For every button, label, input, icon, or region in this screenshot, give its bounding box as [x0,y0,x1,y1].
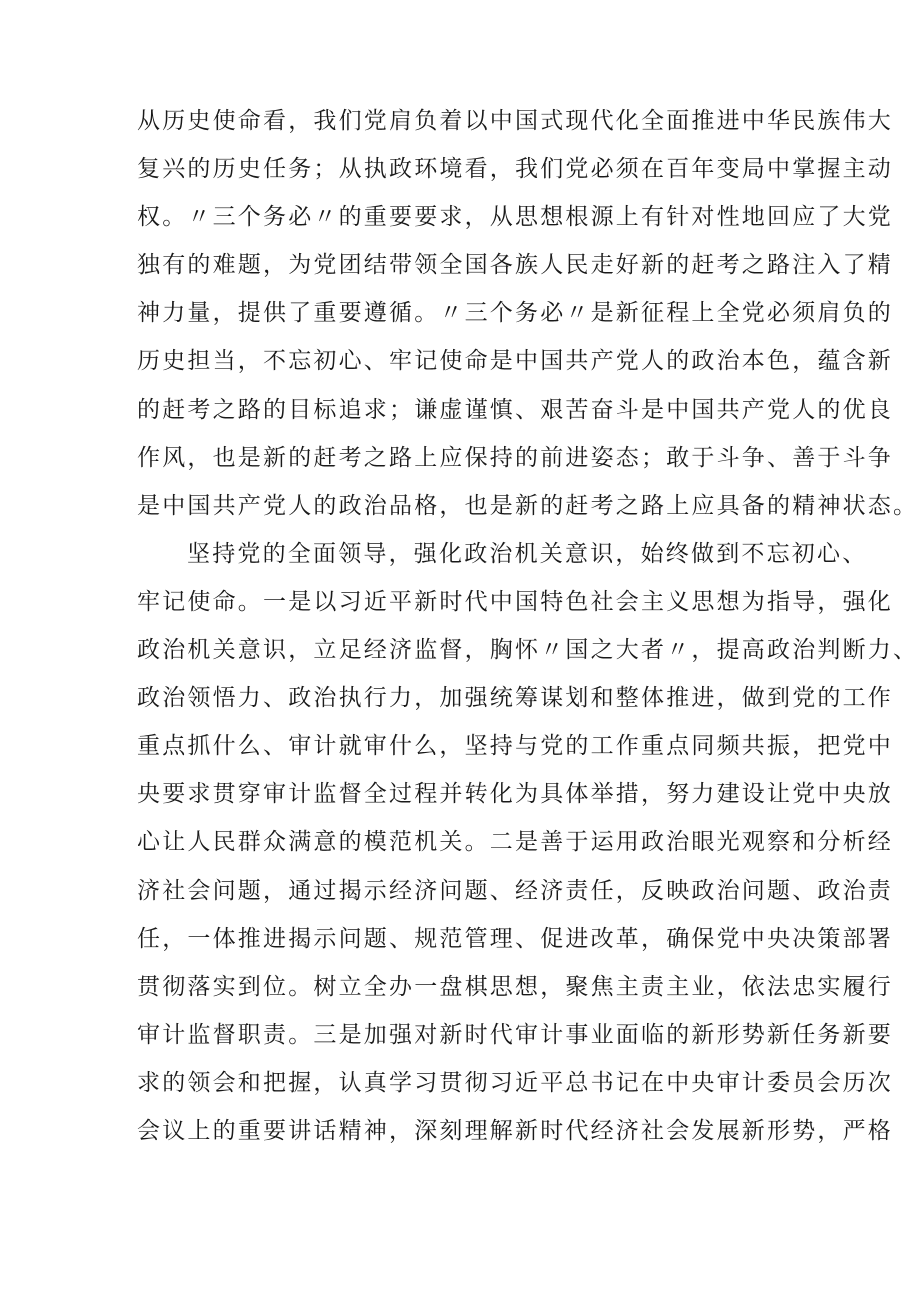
text-line: 牢记使命。一是以习近平新时代中国特色社会主义思想为指导，强化 [137,588,893,615]
text-line: 济社会问题，通过揭示经济问题、经济责任，反映政治问题、政治责 [137,877,893,904]
text-line: 复兴的历史任务；从执政环境看，我们党必须在百年变局中掌握主动 [137,156,893,183]
text-line: 央要求贯穿审计监督全过程并转化为具体举措，努力建设让党中央放 [137,781,893,808]
text-line: 求的领会和把握，认真学习贯彻习近平总书记在中央审计委员会历次 [137,1069,893,1096]
text-line: 重点抓什么、审计就审什么，坚持与党的工作重点同频共振，把党中 [137,733,893,760]
document-body [137,97,919,1155]
text-line: 从历史使命看，我们党肩负着以中国式现代化全面推进中华民族伟大 [137,108,893,134]
text-line: 独有的难题，为党团结带领全国各族人民走好新的赶考之路注入了精 [137,252,893,279]
text-line: 会议上的重要讲话精神，深刻理解新时代经济社会发展新形势，严格 [137,1117,893,1144]
text-line: 政治领悟力、政治执行力，加强统筹谋划和整体推进，做到党的工作 [137,685,893,712]
text-line: 的赶考之路的目标追求；谦虚谨慎、艰苦奋斗是中国共产党人的优良 [137,396,893,423]
text-line: 审计监督职责。三是加强对新时代审计事业面临的新形势新任务新要 [137,1021,893,1048]
text-line: 权。〃三个务必〃的重要要求，从思想根源上有针对性地回应了大党 [137,204,893,231]
text-line: 政治机关意识，立足经济监督，胸怀〃国之大者〃，提高政治判断力、 [137,637,919,664]
paragraph-1 [137,97,919,530]
text-line: 作风，也是新的赶考之路上应保持的前进姿态；敢于斗争、善于斗争 [137,444,893,471]
paragraph-2 [137,530,919,1155]
text-line: 神力量，提供了重要遵循。〃三个务必〃是新征程上全党必须肩负的 [137,300,893,327]
text-line: 任，一体推进揭示问题、规范管理、促进改革，确保党中央决策部署 [137,925,893,952]
text-line: 是中国共产党人的政治品格，也是新的赶考之路上应具备的精神状态。 [137,492,919,519]
text-line: 心让人民群众满意的模范机关。二是善于运用政治眼光观察和分析经 [137,829,893,856]
text-line: 贯彻落实到位。树立全办一盘棋思想，聚焦主责主业，依法忠实履行 [137,973,893,1000]
text-line: 历史担当，不忘初心、牢记使命是中国共产党人的政治本色，蕴含新 [137,348,893,375]
text-line: 坚持党的全面领导，强化政治机关意识，始终做到不忘初心、 [187,540,868,567]
